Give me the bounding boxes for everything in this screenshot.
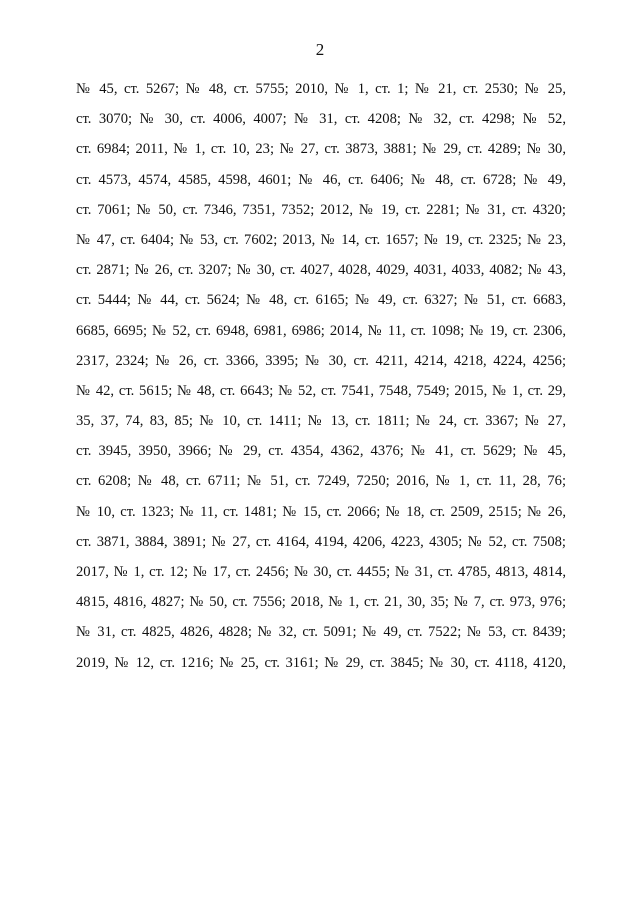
text-line: ст. 5444; № 44, ст. 5624; № 48, ст. 6165; № 49, ст. 6327; № 51, ст. 6683, <box>76 292 566 309</box>
text-line: ст. 3070; № 30, ст. 4006, 4007; № 31, ст. 4208; № 32, ст. 4298; № 52, <box>76 111 566 128</box>
text-line: ст. 7061; № 50, ст. 7346, 7351, 7352; 2012, № 19, ст. 2281; № 31, ст. 4320; <box>76 201 566 218</box>
text-line: № 47, ст. 6404; № 53, ст. 7602; 2013, № 14, ст. 1657; № 19, ст. 2325; № 23, <box>76 231 566 248</box>
page-number: 2 <box>315 40 325 59</box>
text-line: 2019, № 12, ст. 1216; № 25, ст. 3161; № 29, ст. 3845; № 30, ст. 4118, 4120, <box>76 654 566 671</box>
body-text <box>76 74 566 678</box>
text-line: № 31, ст. 4825, 4826, 4828; № 32, ст. 5091; № 49, ст. 7522; № 53, ст. 8439; <box>76 624 566 641</box>
text-line: 2317, 2324; № 26, ст. 3366, 3395; № 30, ст. 4211, 4214, 4218, 4224, 4256; <box>76 352 566 369</box>
text-line: № 45, ст. 5267; № 48, ст. 5755; 2010, № 1, ст. 1; № 21, ст. 2530; № 25, <box>76 81 566 97</box>
text-line: ст. 3871, 3884, 3891; № 27, ст. 4164, 4194, 4206, 4223, 4305; № 52, ст. 7508; <box>76 533 566 550</box>
text-line: ст. 2871; № 26, ст. 3207; № 30, ст. 4027, 4028, 4029, 4031, 4033, 4082; № 43, <box>76 262 566 279</box>
text-line: ст. 6208; № 48, ст. 6711; № 51, ст. 7249, 7250; 2016, № 1, ст. 11, 28, 76; <box>76 473 566 490</box>
text-line: 4815, 4816, 4827; № 50, ст. 7556; 2018, № 1, ст. 21, 30, 35; № 7, ст. 973, 976; <box>76 594 566 611</box>
text-line: ст. 4573, 4574, 4585, 4598, 4601; № 46, ст. 6406; № 48, ст. 6728; № 49, <box>76 171 566 188</box>
text-line: 2017, № 1, ст. 12; № 17, ст. 2456; № 30, ст. 4455; № 31, ст. 4785, 4813, 4814, <box>76 564 566 580</box>
text-line: 35, 37, 74, 83, 85; № 10, ст. 1411; № 13, ст. 1811; № 24, ст. 3367; № 27, <box>76 413 566 430</box>
text-line: № 10, ст. 1323; № 11, ст. 1481; № 15, ст. 2066; № 18, ст. 2509, 2515; № 26, <box>76 503 566 520</box>
text-line: № 42, ст. 5615; № 48, ст. 6643; № 52, ст. 7541, 7548, 7549; 2015, № 1, ст. 29, <box>76 382 566 399</box>
text-line: ст. 3945, 3950, 3966; № 29, ст. 4354, 4362, 4376; № 41, ст. 5629; № 45, <box>76 443 566 460</box>
text-line: 6685, 6695; № 52, ст. 6948, 6981, 6986; 2014, № 11, ст. 1098; № 19, ст. 2306, <box>76 322 566 339</box>
text-line: ст. 6984; 2011, № 1, ст. 10, 23; № 27, ст. 3873, 3881; № 29, ст. 4289; № 30, <box>76 141 566 158</box>
